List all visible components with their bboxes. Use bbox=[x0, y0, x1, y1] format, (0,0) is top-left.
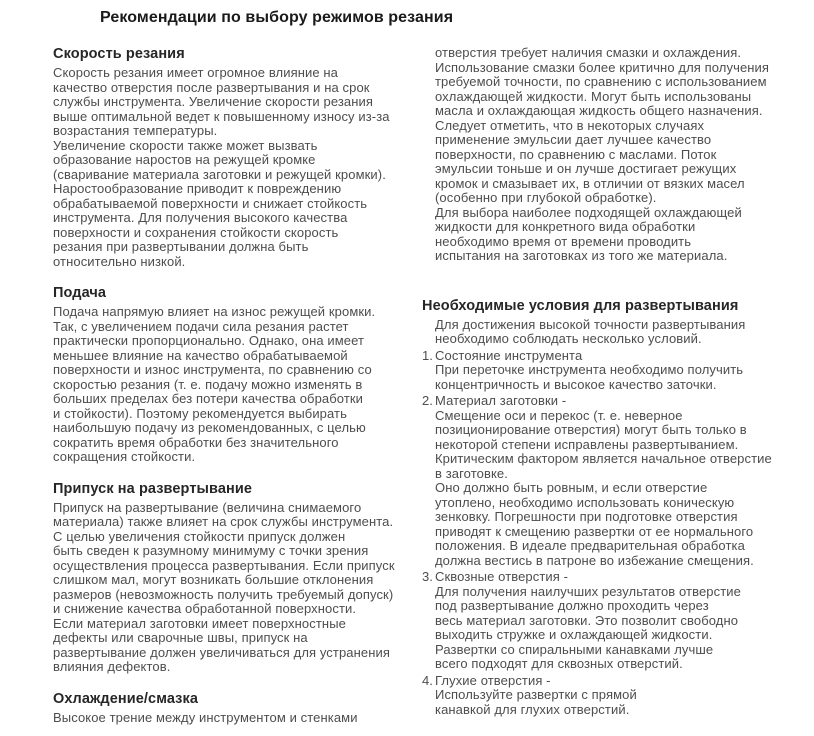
condition-item-blind-holes bbox=[422, 674, 814, 718]
condition-item-workpiece-material bbox=[422, 394, 814, 568]
section-cutting-speed bbox=[53, 46, 425, 269]
section-heading-feed: Подача bbox=[53, 285, 107, 301]
right-column bbox=[422, 46, 814, 717]
condition-number: 3. bbox=[422, 569, 433, 584]
section-body-cooling-lubrication: Высокое трение между инструментом и стенками bbox=[53, 709, 358, 725]
condition-text: Состояние инструмента При переточке инструмента необходимо получить концентричность и высокое качество заточки. bbox=[435, 347, 744, 392]
section-reaming-conditions bbox=[422, 298, 814, 718]
left-column bbox=[53, 46, 425, 725]
reaming-conditions-intro: Для достижения высокой точности развертывания необходимо соблюдать несколько условий. bbox=[435, 316, 746, 346]
section-heading-reaming-allowance: Припуск на развертывание bbox=[53, 480, 253, 497]
condition-item-through-holes bbox=[422, 570, 814, 672]
section-heading-cutting-speed: Скорость резания bbox=[53, 46, 185, 62]
section-feed bbox=[53, 285, 425, 465]
section-heading-cooling-lubrication: Охлаждение/смазка bbox=[53, 690, 199, 707]
condition-number: 1. bbox=[422, 347, 433, 363]
condition-item-tool-state bbox=[422, 349, 814, 393]
page-title: Рекомендации по выбору режимов резания bbox=[100, 9, 454, 26]
condition-text: Материал заготовки - Смещение оси и перекос (т. е. неверное позиционирование отверстия) могут быть только в некоторой степени исправлены развертыванием. Критическим фактором является начальное отверстие в заготовке. Оно должно быть ровным, и если отверстие утоплено, необходимо использовать коническую зенковку. Погрешности при подготовке отверстия приводят к смещению развертки от ее нормального положения. В идеале предварительная обработка должна вестись в патроне во избежание смещения. bbox=[435, 393, 772, 568]
section-body-cutting-speed: Скорость резания имеет огромное влияние на качество отверстия после развертывания и на срок службы инструмента. Увеличение скорости резания выше оптимальной ведет к повышенному износу из-за возрастания температуры. Увеличение скорости также может вызвать образование наростов на режущей кромке (сваривание материала заготовки и режущей кромки). Наростообразование приводит к повреждению обрабатываемой поверхности и снижает стойкость инструмента. Для получения высокого качества поверхности и сохранения стойкости скорость резания при развертывании должна быть относительно низкой. bbox=[53, 65, 390, 269]
section-heading-reaming-conditions: Необходимые условия для развертывания bbox=[422, 297, 739, 314]
conditions-list bbox=[422, 349, 814, 718]
condition-number: 2. bbox=[422, 393, 433, 408]
section-reaming-allowance bbox=[53, 481, 425, 675]
section-cooling-lubrication bbox=[53, 691, 425, 726]
condition-text: Сквозные отверстия - Для получения наилучших результатов отверстие под развертывание должно проходить через весь материал заготовки. Это позволит свободно выходить стружке и охлаждающей жидкости. Развертки со спиральными канавками лучше всего подходят для сквозных отверстий. bbox=[435, 569, 741, 671]
section-body-reaming-allowance: Припуск на развертывание (величина снимаемого материала) также влияет на срок службы инструмента. С целью увеличения стойкости припуск должен быть сведен к разумному минимуму с точки зрения осуществления процесса развертывания. Если припуск слишком мал, могут возникать большие отклонения размеров (невозможность получить требуемый допуск) и снижение качества обработанной поверхности. Если материал заготовки имеет поверхностные дефекты или сварочные швы, припуск на развертывание должен увеличиваться для устранения влияния дефектов. bbox=[53, 499, 395, 674]
cooling-lubrication-continuation: отверстия требует наличия смазки и охлаждения. Использование смазки более критично для получения требуемой точности, по сравнению с использованием охлаждающей жидкости. Могут быть использованы масла и охлаждающая жидкость общего назначения. Следует отметить, что в некоторых случаях применение эмульсии дает лучшее качество поверхности, по сравнению с маслами. Поток эмульсии тоньше и он лучше достигает режущих кромок и смазывает их, в отличии от вязких масел (особенно при глубокой обработке). Для выбора наиболее подходящей охлаждающей жидкости для конкретного вида обработки необходимо время от времени проводить испытания на заготовках из того же материала. bbox=[435, 45, 770, 263]
condition-number: 4. bbox=[422, 672, 433, 688]
condition-text: Глухие отверстия - Используйте развертки с прямой канавкой для глухих отверстий. bbox=[435, 672, 637, 717]
section-body-feed: Подача напрямую влияет на износ режущей кромки. Так, с увеличением подачи сила резания растет практически пропорционально. Однако, она имеет меньшее влияние на качество обрабатываемой поверхности и износ инструмента, по сравнению со скоростью резания (т. е. подачу можно изменять в больших пределах без потери качества обработки и стойкости). Поэтому рекомендуется выбирать наибольшую подачу из рекомендованных, с целью сократить время обработки без значительного сокращения стойкости. bbox=[53, 304, 376, 464]
